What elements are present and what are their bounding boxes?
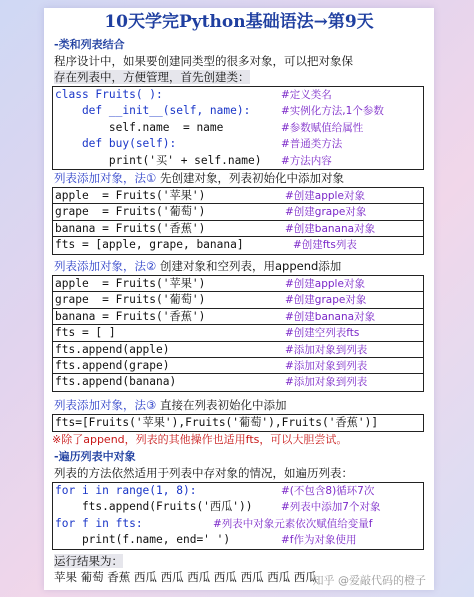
code-text: banana = Fruits('香蕉') — [55, 221, 206, 235]
code-text: grape = Fruits('葡萄') — [55, 205, 206, 219]
code-text: fts.append(Fruits('西瓜')) — [55, 500, 253, 514]
code-line — [53, 188, 423, 204]
code-comment: #创建banana对象 — [285, 310, 376, 323]
code-text: fts = [ ] — [55, 326, 116, 340]
code-line — [53, 103, 423, 119]
method3-desc: 直接在列表初始化中添加 — [159, 398, 287, 412]
code-text: fts = [apple, grape, banana] — [55, 238, 244, 252]
code-comment: #列表中添加7个对象 — [281, 501, 381, 514]
code-text: class Fruits( ): — [55, 88, 163, 101]
method1-heading — [54, 170, 344, 186]
code-comment: #定义类名 — [281, 89, 332, 101]
code-comment: #列表中对象元素依次赋值给变量f — [213, 517, 373, 530]
code-line — [53, 309, 423, 325]
code-comment: #添加对象到列表 — [285, 376, 368, 389]
code-comment: #普通类方法 — [281, 138, 343, 151]
code-line — [53, 325, 423, 341]
code-text: def __init__(self, name): — [55, 104, 251, 118]
code-comment: #创建空列表fts — [285, 327, 360, 340]
code-comment: #创建grape对象 — [285, 294, 367, 307]
loop-code-block — [52, 482, 424, 550]
code-text: apple = Fruits('苹果') — [55, 189, 206, 202]
method2-heading — [54, 258, 341, 274]
intro-text-2-highlight: 存在列表中，方便管理，首先创建类： — [54, 70, 250, 84]
code-text: self.name = name — [55, 120, 224, 134]
code-line — [53, 483, 423, 499]
method1-desc: 先创建对象，列表初始化中添加对象 — [159, 171, 344, 185]
code-line — [53, 532, 423, 548]
code-text: def buy(self): — [55, 137, 177, 151]
code-line — [53, 292, 423, 308]
code-text: fts.append(apple) — [55, 342, 170, 356]
code-line — [53, 516, 423, 532]
watermark: 知乎 @爱敲代码的橙子 — [312, 574, 426, 587]
code-line — [53, 87, 423, 103]
method3-code-block — [52, 414, 424, 432]
method2-desc: 创建对象和空列表，用append添加 — [159, 259, 342, 273]
method1-code-block — [52, 187, 424, 255]
code-line — [53, 153, 423, 169]
code-comment: #f作为对象使用 — [281, 534, 357, 547]
class-code-block — [52, 86, 424, 170]
code-line — [53, 342, 423, 358]
code-line — [53, 120, 423, 136]
section-heading-iterate: -遍历列表中对象 — [54, 450, 136, 463]
intro-text-2 — [54, 69, 250, 85]
code-line — [53, 358, 423, 374]
code-text: for i in range(1, 8): — [55, 484, 197, 497]
result-label-text: 运行结果为： — [54, 554, 123, 568]
code-comment: #实例化方法,1个参数 — [281, 105, 384, 118]
code-line — [53, 415, 423, 431]
code-text: fts=[Fruits('苹果'),Fruits('葡萄'),Fruits('香蕉')] — [55, 416, 379, 429]
code-comment: #(不包含8)循环7次 — [281, 485, 375, 497]
method2-code-block — [52, 275, 424, 392]
code-comment: #创建apple对象 — [285, 190, 365, 202]
code-line — [53, 276, 423, 292]
code-comment: #创建fts列表 — [293, 239, 357, 252]
code-text: print('买' + self.name) — [55, 153, 262, 167]
code-line — [53, 374, 423, 390]
code-text: apple = Fruits('苹果') — [55, 277, 206, 290]
method3-label: 列表添加对象，法③ — [54, 398, 157, 412]
code-line — [53, 499, 423, 515]
code-comment: #创建apple对象 — [285, 278, 365, 290]
intro-text-1: 程序设计中，如果要创建同类型的很多对象，可以把对象保 — [54, 54, 353, 68]
iterate-intro: 列表的方法依然适用于列表中存对象的情况，如遍历列表： — [54, 466, 353, 480]
code-text: fts.append(banana) — [55, 375, 177, 389]
code-line — [53, 136, 423, 152]
code-text: for f in fts: — [55, 516, 143, 530]
result-label — [54, 553, 123, 569]
code-text: fts.append(grape) — [55, 358, 170, 372]
code-line — [53, 204, 423, 220]
code-line — [53, 221, 423, 237]
content-card — [44, 8, 434, 590]
method3-heading — [54, 397, 286, 413]
code-comment: #创建grape对象 — [285, 206, 367, 219]
method1-label: 列表添加对象，法① — [54, 171, 157, 185]
code-comment: #方法内容 — [281, 154, 332, 167]
code-line — [53, 237, 423, 253]
method2-label: 列表添加对象，法② — [54, 259, 157, 273]
code-comment: #添加对象到列表 — [285, 343, 368, 356]
code-comment: #创建banana对象 — [285, 222, 376, 235]
code-comment: #添加对象到列表 — [285, 359, 368, 372]
page-title: 10天学完Python基础语法→第9天 — [104, 12, 374, 32]
result-output: 苹果 葡萄 香蕉 西瓜 西瓜 西瓜 西瓜 西瓜 西瓜 西瓜 — [54, 570, 317, 584]
code-text: print(f.name, end=' ') — [55, 533, 231, 547]
section-heading-class-list: -类和列表结合 — [54, 38, 125, 51]
code-comment: #参数赋值给属性 — [281, 121, 364, 134]
code-text: grape = Fruits('葡萄') — [55, 293, 206, 307]
tip-note: ※除了append，列表的其他操作也适用fts，可以大胆尝试。 — [52, 433, 348, 446]
code-text: banana = Fruits('香蕉') — [55, 309, 206, 323]
